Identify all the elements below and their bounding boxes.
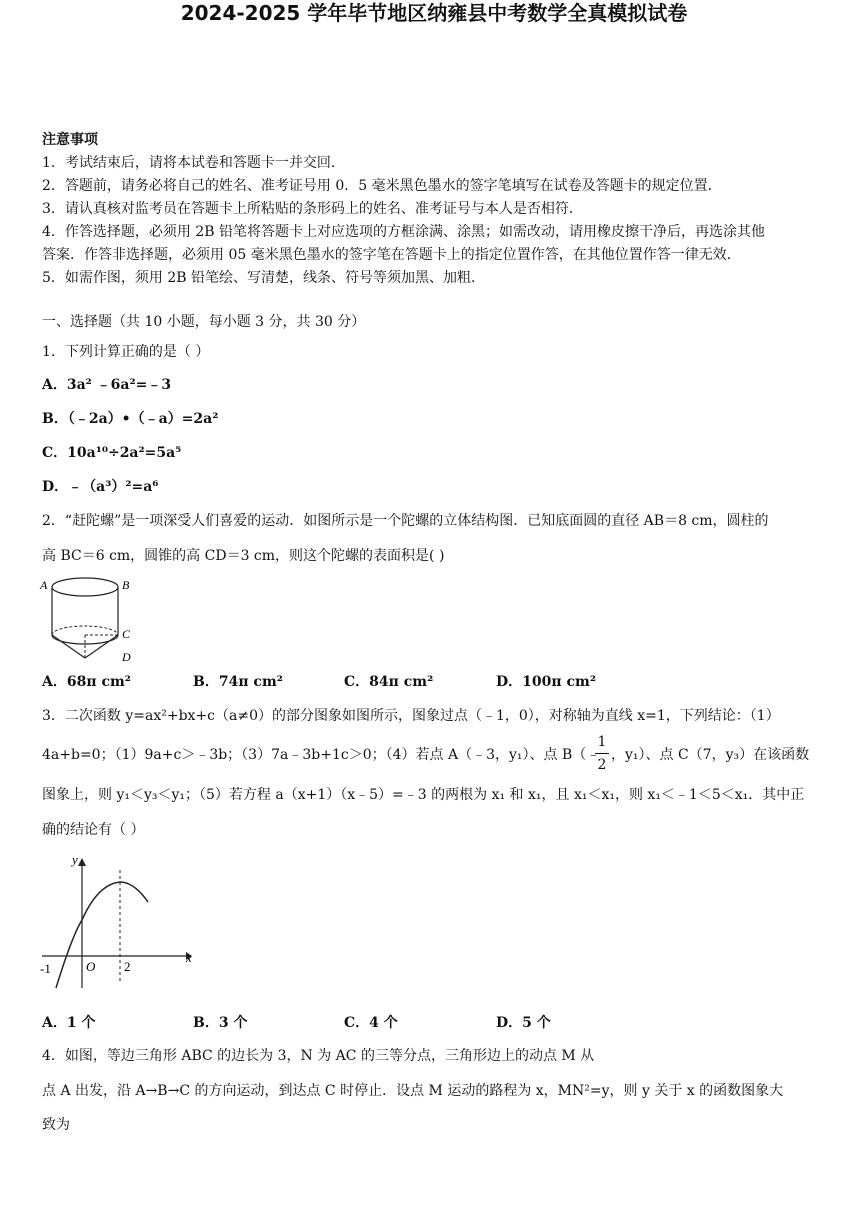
question-4-stem: 致为 (42, 1117, 70, 1133)
notice-item: 3．请认真核对监考员在答题卡上所粘贴的条形码上的姓名、准考证号与本人是否相符． (42, 201, 583, 217)
notice-item: 2．答题前，请务必将自己的姓名、准考证号用 0．5 毫米黑色墨水的签字笔填写在试卷及答题卡的规定位置． (42, 178, 722, 194)
spinning-top-figure (38, 572, 138, 666)
fraction-bar (595, 753, 609, 754)
question-3-option-b: B．3 个 (193, 1015, 248, 1031)
question-2-stem: 2．“赶陀螺”是一项深受人们喜爱的运动．如图所示是一个陀螺的立体结构图．已知底面圆的直径 AB＝8 cm，圆柱的 (42, 513, 769, 529)
question-2-option-b: B．74π cm² (193, 674, 283, 690)
tick-label: 2 (124, 959, 131, 974)
question-2-option-c: C．84π cm² (344, 674, 434, 690)
question-4-stem: 点 A 出发，沿 A→B→C 的方向运动，到达点 C 时停止．设点 M 运动的路程为 x，MN²=y，则 y 关于 x 的函数图象大 (42, 1083, 784, 1099)
fraction-denominator: 2 (597, 757, 607, 773)
question-1-option-c: C．10a¹⁰÷2a²=5a⁵ (42, 445, 182, 461)
question-4-stem: 4．如图，等边三角形 ABC 的边长为 3，N 为 AC 的三等分点，三角形边上的动点 M 从 (42, 1048, 595, 1064)
tick-label: -1 (40, 961, 51, 976)
notice-heading: 注意事项 (42, 132, 98, 148)
figure-label: A (40, 578, 48, 592)
page-title: 2024-2025 学年毕节地区纳雍县中考数学全真模拟试卷 (180, 1, 688, 25)
notice-item: 答案．作答非选择题，必须用 05 毫米黑色墨水的签字笔在答题卡上的指定位置作答，在其他位置作答一律无效． (42, 247, 741, 263)
question-3-stem: 4a+b=0；（1）9a+c＞﹣3b；（3）7a﹣3b+1c＞0；（4）若点 A（﹣3，y₁）、点 B（﹣ (42, 747, 601, 763)
question-3-stem: 3．二次函数 y=ax²+bx+c（a≠0）的部分图象如图所示，图象过点（﹣1，0），对称轴为直线 x=1，下列结论：（1） (42, 708, 780, 724)
question-3-stem: ，y₁）、点 C（7，y₃）在该函数 (611, 747, 810, 763)
axis-label-x: x (186, 950, 192, 965)
question-3-option-a: A．1 个 (42, 1015, 96, 1031)
question-3-stem: 图象上，则 y₁＜y₃＜y₁；（5）若方程 a（x+1）（x﹣5）=﹣3 的两根为 x₁ 和 x₁，且 x₁＜x₁，则 x₁＜﹣1＜5＜x₁．其中正 (42, 787, 805, 803)
parabola-graph-figure (36, 850, 198, 990)
question-2-stem: 高 BC＝6 cm，圆锥的高 CD＝3 cm，则这个陀螺的表面积是( ) (42, 548, 445, 564)
question-3-option-d: D．5 个 (496, 1015, 551, 1031)
question-1-option-b: B．（﹣2a）•（﹣a）=2a² (42, 411, 219, 427)
question-1-stem: 1．下列计算正确的是（ ） (42, 344, 210, 360)
notice-item: 4．作答选择题，必须用 2B 铅笔将答题卡上对应选项的方框涂满、涂黑；如需改动，请用橡皮擦干净后，再选涂其他 (42, 224, 765, 240)
axis-label-y: y (72, 852, 78, 867)
notice-item: 5．如需作图，须用 2B 铅笔绘、写清楚，线条、符号等须加黑、加粗． (42, 270, 486, 286)
question-1-option-d: D．﹣（a³）²=a⁶ (42, 479, 159, 495)
figure-label: D (122, 650, 131, 664)
question-1-option-a: A．3a² ﹣6a²=﹣3 (42, 377, 172, 393)
origin-label: O (86, 959, 96, 974)
section-heading: 一、选择题（共 10 小题，每小题 3 分，共 30 分） (42, 314, 366, 330)
figure-label: B (122, 578, 130, 592)
question-3-option-c: C．4 个 (344, 1015, 398, 1031)
question-2-option-d: D．100π cm² (496, 674, 596, 690)
fraction-numerator: 1 (597, 734, 607, 750)
question-3-stem: 确的结论有（ ） (42, 822, 145, 838)
notice-item: 1．考试结束后，请将本试卷和答题卡一并交回． (42, 155, 345, 171)
question-2-option-a: A．68π cm² (42, 674, 131, 690)
figure-label: C (122, 627, 131, 641)
